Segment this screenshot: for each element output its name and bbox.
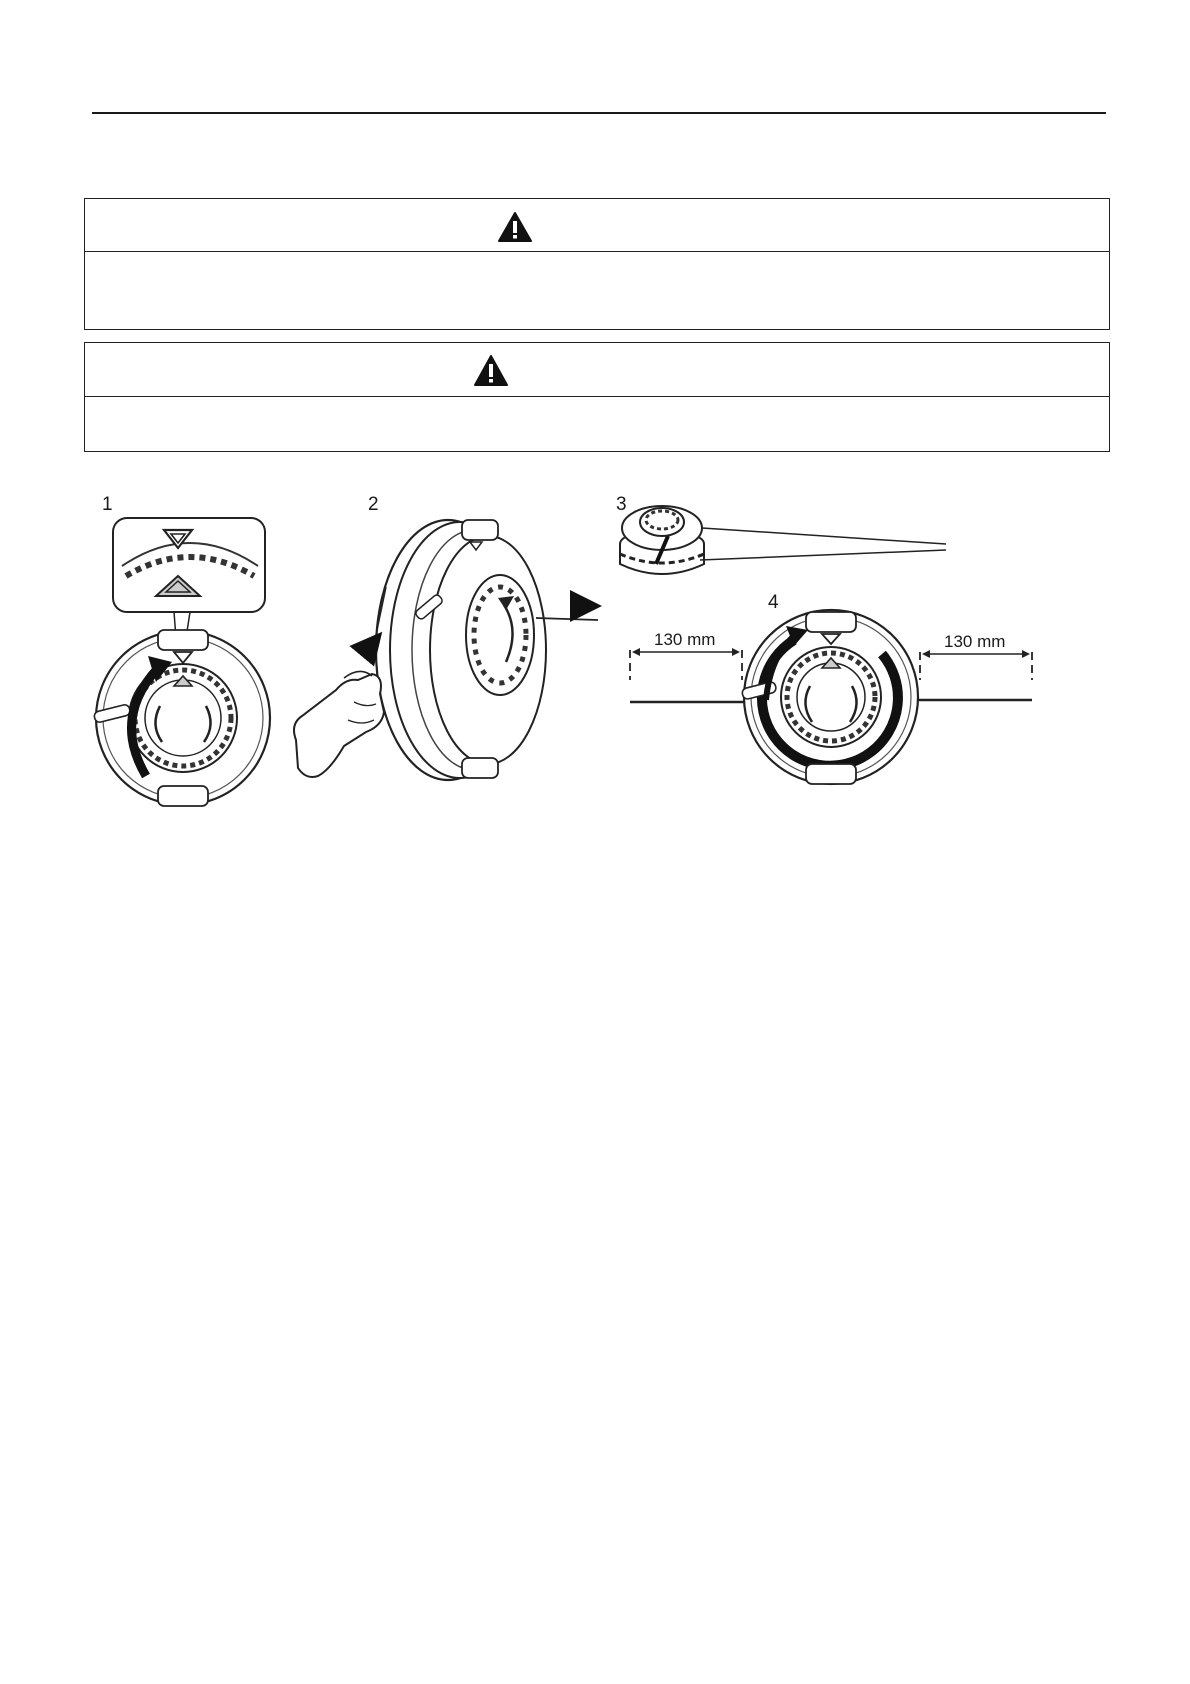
header-rule	[92, 112, 1106, 114]
warning-box-2	[84, 342, 1110, 452]
figure-drawings	[0, 480, 1190, 820]
dimension-label-left: 130 mm	[654, 630, 716, 649]
step-label-2: 2	[368, 494, 379, 515]
warning-box-1	[84, 198, 1110, 330]
warning-triangle-icon	[473, 354, 509, 387]
step-4-spool	[630, 610, 1032, 784]
dimension-label-right: 130 mm	[944, 632, 1006, 651]
step-3-spool	[620, 506, 946, 574]
warning-header-1	[85, 199, 1109, 252]
step-label-3: 3	[616, 494, 627, 515]
trimmer-head-figure	[0, 480, 1190, 820]
warning-body-2	[85, 397, 1109, 452]
step-2-spool	[294, 520, 598, 780]
warning-triangle-icon	[497, 211, 533, 243]
step-label-4: 4	[768, 592, 779, 613]
warning-body-1	[85, 252, 1109, 330]
step-1-spool	[93, 518, 270, 806]
warning-header-2	[85, 343, 1109, 397]
step-label-1: 1	[102, 494, 113, 515]
